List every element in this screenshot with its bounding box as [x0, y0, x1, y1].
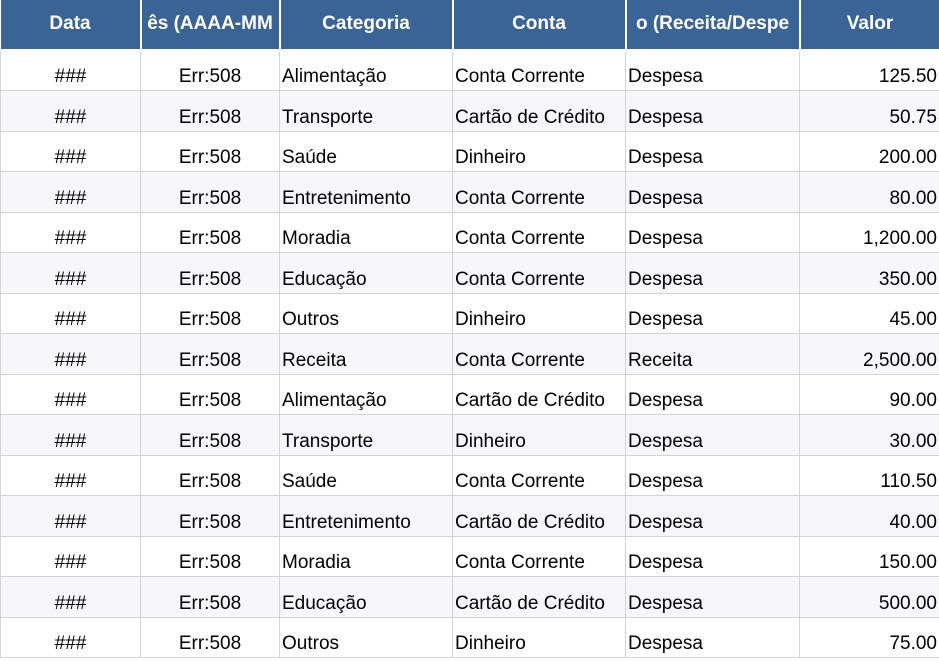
cell-conta[interactable]: Cartão de Crédito: [453, 496, 626, 537]
cell-data[interactable]: ###: [1, 536, 141, 577]
cell-categoria[interactable]: Saúde: [280, 455, 453, 496]
cell-mes[interactable]: Err:508: [141, 91, 280, 132]
cell-categoria[interactable]: Saúde: [280, 131, 453, 172]
cell-mes[interactable]: Err:508: [141, 131, 280, 172]
cell-tipo[interactable]: Despesa: [626, 374, 800, 415]
cell-conta[interactable]: Conta Corrente: [453, 172, 626, 213]
cell-tipo[interactable]: Despesa: [626, 172, 800, 213]
cell-categoria[interactable]: Educação: [280, 577, 453, 618]
table-row: [1, 131, 939, 172]
cell-valor[interactable]: 350.00: [800, 253, 939, 294]
cell-tipo[interactable]: Receita: [626, 334, 800, 375]
cell-categoria[interactable]: Transporte: [280, 415, 453, 456]
cell-data[interactable]: ###: [1, 496, 141, 537]
table-row: [1, 334, 939, 375]
cell-categoria[interactable]: Moradia: [280, 536, 453, 577]
cell-categoria[interactable]: Entretenimento: [280, 172, 453, 213]
cell-conta[interactable]: Conta Corrente: [453, 253, 626, 294]
cell-tipo[interactable]: Despesa: [626, 253, 800, 294]
column-header-valor[interactable]: Valor: [800, 0, 939, 50]
cell-conta[interactable]: Dinheiro: [453, 415, 626, 456]
table-row: [1, 496, 939, 537]
cell-data[interactable]: ###: [1, 212, 141, 253]
cell-data[interactable]: ###: [1, 253, 141, 294]
cell-valor[interactable]: 110.50: [800, 455, 939, 496]
column-header-mes[interactable]: ês (AAAA-MM: [141, 0, 280, 50]
cell-data[interactable]: ###: [1, 455, 141, 496]
cell-data[interactable]: ###: [1, 50, 141, 91]
table-row: [1, 91, 939, 132]
cell-tipo[interactable]: Despesa: [626, 131, 800, 172]
cell-valor[interactable]: 500.00: [800, 577, 939, 618]
cell-categoria[interactable]: Alimentação: [280, 374, 453, 415]
column-header-tipo[interactable]: o (Receita/Despe: [626, 0, 800, 50]
cell-tipo[interactable]: Despesa: [626, 50, 800, 91]
cell-valor[interactable]: 75.00: [800, 617, 939, 658]
cell-data[interactable]: ###: [1, 131, 141, 172]
cell-tipo[interactable]: Despesa: [626, 212, 800, 253]
cell-conta[interactable]: Conta Corrente: [453, 536, 626, 577]
cell-mes[interactable]: Err:508: [141, 172, 280, 213]
cell-categoria[interactable]: Outros: [280, 293, 453, 334]
cell-valor[interactable]: 40.00: [800, 496, 939, 537]
cell-data[interactable]: ###: [1, 577, 141, 618]
cell-mes[interactable]: Err:508: [141, 334, 280, 375]
cell-categoria[interactable]: Outros: [280, 617, 453, 658]
cell-tipo[interactable]: Despesa: [626, 617, 800, 658]
cell-mes[interactable]: Err:508: [141, 253, 280, 294]
cell-data[interactable]: ###: [1, 172, 141, 213]
cell-conta[interactable]: Conta Corrente: [453, 334, 626, 375]
cell-tipo[interactable]: Despesa: [626, 496, 800, 537]
cell-mes[interactable]: Err:508: [141, 536, 280, 577]
cell-mes[interactable]: Err:508: [141, 455, 280, 496]
table-row: [1, 415, 939, 456]
cell-categoria[interactable]: Transporte: [280, 91, 453, 132]
cell-conta[interactable]: Cartão de Crédito: [453, 374, 626, 415]
cell-valor[interactable]: 30.00: [800, 415, 939, 456]
cell-valor[interactable]: 80.00: [800, 172, 939, 213]
table-row: [1, 293, 939, 334]
cell-tipo[interactable]: Despesa: [626, 293, 800, 334]
cell-mes[interactable]: Err:508: [141, 577, 280, 618]
cell-tipo[interactable]: Despesa: [626, 415, 800, 456]
cell-conta[interactable]: Conta Corrente: [453, 212, 626, 253]
cell-categoria[interactable]: Alimentação: [280, 50, 453, 91]
cell-data[interactable]: ###: [1, 91, 141, 132]
table-row: [1, 536, 939, 577]
cell-valor[interactable]: 90.00: [800, 374, 939, 415]
cell-conta[interactable]: Cartão de Crédito: [453, 91, 626, 132]
table-row: [1, 455, 939, 496]
table-row: [1, 172, 939, 213]
cell-categoria[interactable]: Moradia: [280, 212, 453, 253]
cell-conta[interactable]: Dinheiro: [453, 617, 626, 658]
cell-tipo[interactable]: Despesa: [626, 455, 800, 496]
cell-categoria[interactable]: Entretenimento: [280, 496, 453, 537]
cell-data[interactable]: ###: [1, 415, 141, 456]
cell-mes[interactable]: Err:508: [141, 212, 280, 253]
cell-mes[interactable]: Err:508: [141, 617, 280, 658]
column-header-categoria[interactable]: Categoria: [280, 0, 453, 50]
cell-mes[interactable]: Err:508: [141, 415, 280, 456]
cell-tipo[interactable]: Despesa: [626, 536, 800, 577]
cell-tipo[interactable]: Despesa: [626, 577, 800, 618]
column-header-conta[interactable]: Conta: [453, 0, 626, 50]
table-row: [1, 617, 939, 658]
cell-data[interactable]: ###: [1, 374, 141, 415]
cell-conta[interactable]: Dinheiro: [453, 293, 626, 334]
cell-data[interactable]: ###: [1, 617, 141, 658]
cell-valor[interactable]: 1,200.00: [800, 212, 939, 253]
cell-valor[interactable]: 125.50: [800, 50, 939, 91]
cell-mes[interactable]: Err:508: [141, 496, 280, 537]
table-row: [1, 253, 939, 294]
table-row: [1, 577, 939, 618]
cell-conta[interactable]: Dinheiro: [453, 131, 626, 172]
cell-conta[interactable]: Conta Corrente: [453, 50, 626, 91]
cell-tipo[interactable]: Despesa: [626, 91, 800, 132]
table-row: [1, 374, 939, 415]
cell-data[interactable]: ###: [1, 293, 141, 334]
cell-mes[interactable]: Err:508: [141, 374, 280, 415]
column-header-data[interactable]: Data: [1, 0, 141, 50]
cell-valor[interactable]: 150.00: [800, 536, 939, 577]
cell-valor[interactable]: 2,500.00: [800, 334, 939, 375]
cell-data[interactable]: ###: [1, 334, 141, 375]
cell-categoria[interactable]: Receita: [280, 334, 453, 375]
cell-mes[interactable]: Err:508: [141, 293, 280, 334]
header-row: [1, 0, 939, 50]
cell-mes[interactable]: Err:508: [141, 50, 280, 91]
cell-conta[interactable]: Conta Corrente: [453, 455, 626, 496]
table-row: [1, 212, 939, 253]
cell-valor[interactable]: 50.75: [800, 91, 939, 132]
cell-categoria[interactable]: Educação: [280, 253, 453, 294]
cell-valor[interactable]: 200.00: [800, 131, 939, 172]
table-row: [1, 50, 939, 91]
cell-valor[interactable]: 45.00: [800, 293, 939, 334]
cell-conta[interactable]: Cartão de Crédito: [453, 577, 626, 618]
